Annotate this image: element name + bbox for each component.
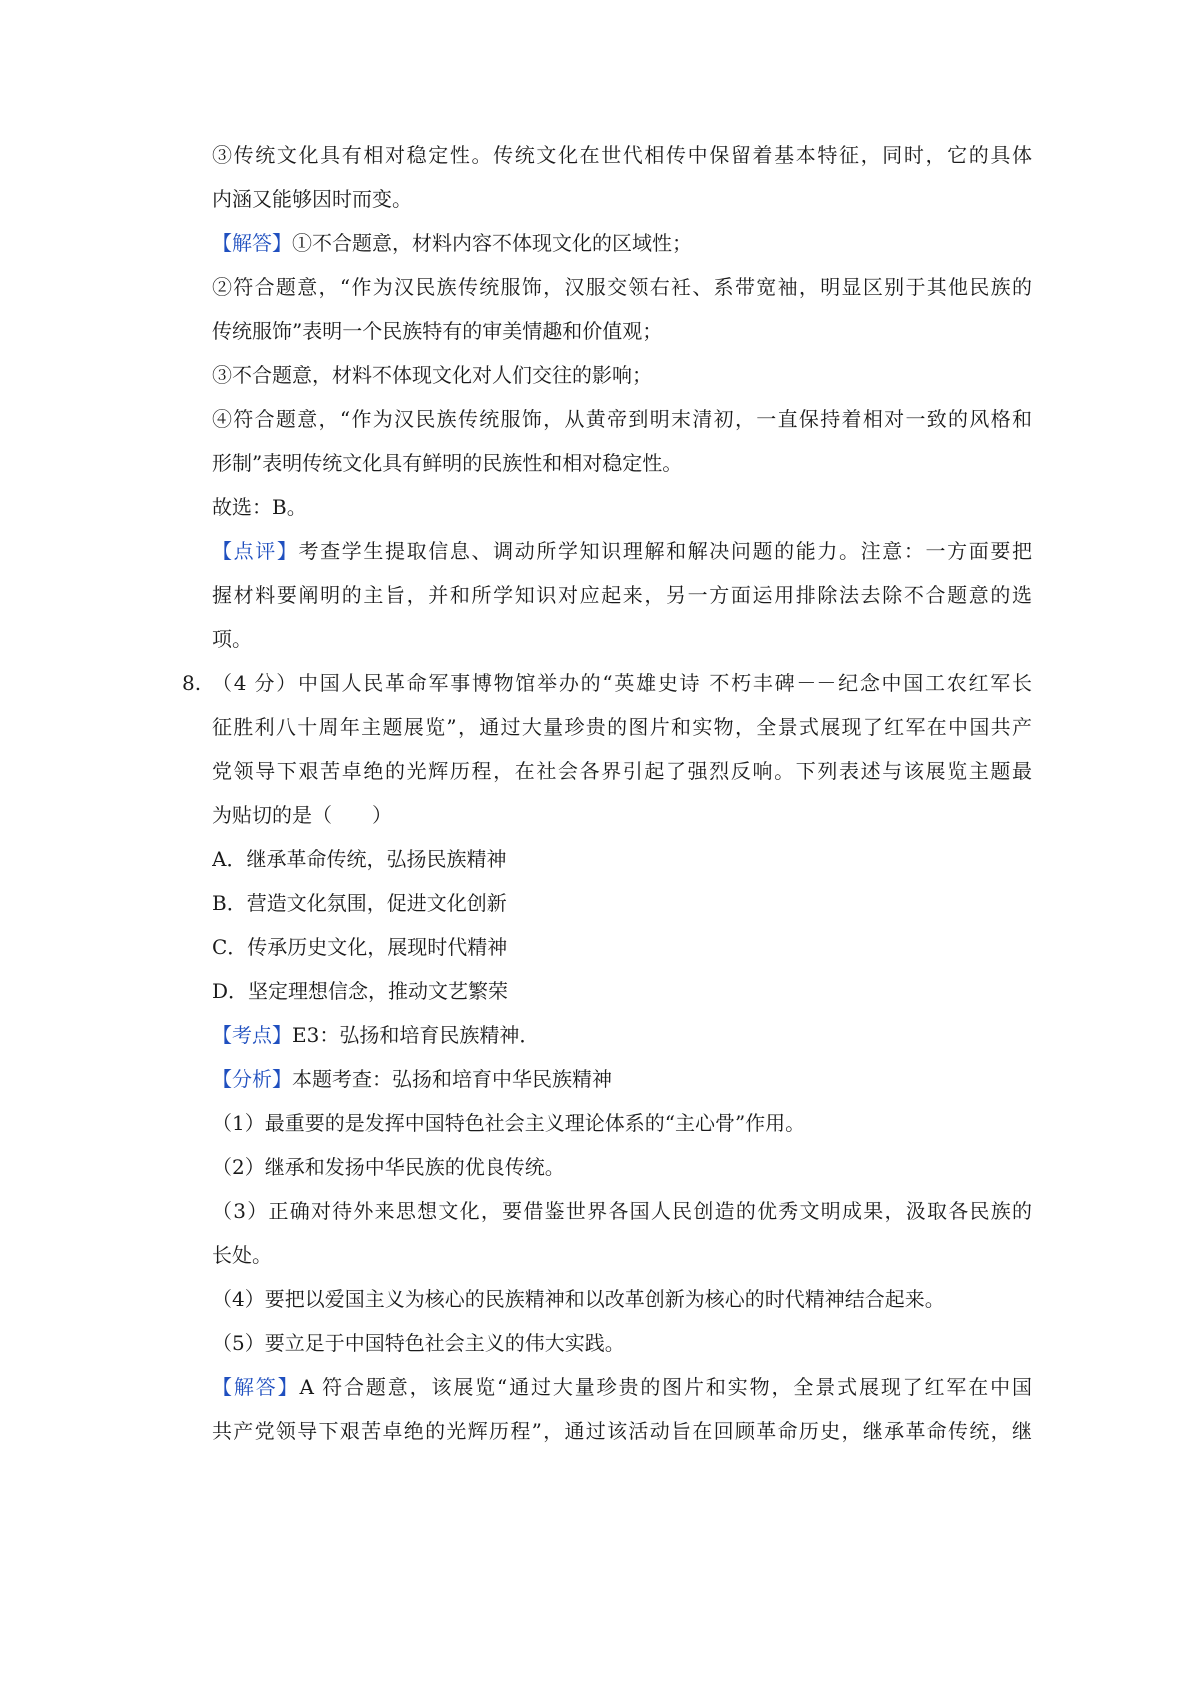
text-line: （4）要把以爱国主义为核心的民族精神和以改革创新为核心的时代精神结合起来。 (212, 1287, 945, 1311)
question-number: 8. (182, 671, 202, 695)
question-text: （4 分）中国人民革命军事博物馆举办的“英雄史诗 不朽丰碑－－纪念中国工农红军长 (212, 671, 1032, 695)
analysis-line (212, 1064, 1032, 1094)
text-span: ①不合题意，材料内容不体现文化的区域性； (292, 231, 692, 255)
option-b: B．营造文化氛围，促进文化创新 (212, 891, 507, 915)
text-line: 握材料要阐明的主旨，并和所学知识对应起来，另一方面运用排除法去除不合题意的选 (212, 583, 1032, 607)
text-line: 共产党领导下艰苦卓绝的光辉历程”，通过该活动旨在回顾革命历史，继承革命传统，继 (212, 1419, 1032, 1443)
text-line: （3）正确对待外来思想文化，要借鉴世界各国人民创造的优秀文明成果，汲取各民族的 (212, 1199, 1032, 1223)
answer-tag: 【解答】 (212, 231, 292, 255)
text-line: （1）最重要的是发挥中国特色社会主义理论体系的“主心骨”作用。 (212, 1111, 806, 1135)
question-text: 为贴切的是（ ） (212, 803, 392, 827)
text-line: 故选：B。 (212, 495, 307, 519)
text-line: 传统服饰”表明一个民族特有的审美情趣和价值观； (212, 319, 663, 343)
text-line: 内涵又能够因时而变。 (212, 187, 412, 211)
review-tag: 【点评】 (212, 539, 299, 563)
question-text: 党领导下艰苦卓绝的光辉历程，在社会各界引起了强烈反响。下列表述与该展览主题最 (212, 759, 1032, 783)
answer-line (212, 1372, 1032, 1402)
knowledge-point-line (212, 1020, 1032, 1050)
text-span: A 符合题意，该展览“通过大量珍贵的图片和实物，全景式展现了红军在中国 (299, 1375, 1032, 1399)
text-line: 长处。 (212, 1243, 272, 1267)
answer-tag: 【解答】 (212, 1375, 300, 1399)
text-line: 项。 (212, 627, 252, 651)
answer-line (212, 228, 1032, 258)
text-span: 本题考查：弘扬和培育中华民族精神 (292, 1067, 612, 1091)
question-text: 征胜利八十周年主题展览”，通过大量珍贵的图片和实物，全景式展现了红军在中国共产 (212, 715, 1032, 739)
text-span: E3：弘扬和培育民族精神． (292, 1023, 540, 1047)
option-d: D．坚定理想信念，推动文艺繁荣 (212, 979, 509, 1003)
text-line: （5）要立足于中国特色社会主义的伟大实践。 (212, 1331, 625, 1355)
option-a: A．继承革命传统，弘扬民族精神 (212, 847, 507, 871)
text-line: ④符合题意，“作为汉民族传统服饰，从黄帝到明末清初，一直保持着相对一致的风格和 (212, 407, 1032, 431)
text-span: 考查学生提取信息、调动所学知识理解和解决问题的能力。注意：一方面要把 (298, 539, 1032, 563)
text-line: ③传统文化具有相对稳定性。传统文化在世代相传中保留着基本特征，同时，它的具体 (212, 143, 1032, 167)
text-line: （2）继承和发扬中华民族的优良传统。 (212, 1155, 565, 1179)
text-line: ②符合题意，“作为汉民族传统服饰，汉服交领右衽、系带宽袖，明显区别于其他民族的 (212, 275, 1032, 299)
option-c: C．传承历史文化，展现时代精神 (212, 935, 508, 959)
analysis-tag: 【分析】 (212, 1067, 292, 1091)
text-line: ③不合题意，材料不体现文化对人们交往的影响； (212, 363, 652, 387)
review-line (212, 536, 1032, 566)
knowledge-point-tag: 【考点】 (212, 1023, 292, 1047)
text-line: 形制”表明传统文化具有鲜明的民族性和相对稳定性。 (212, 451, 683, 475)
